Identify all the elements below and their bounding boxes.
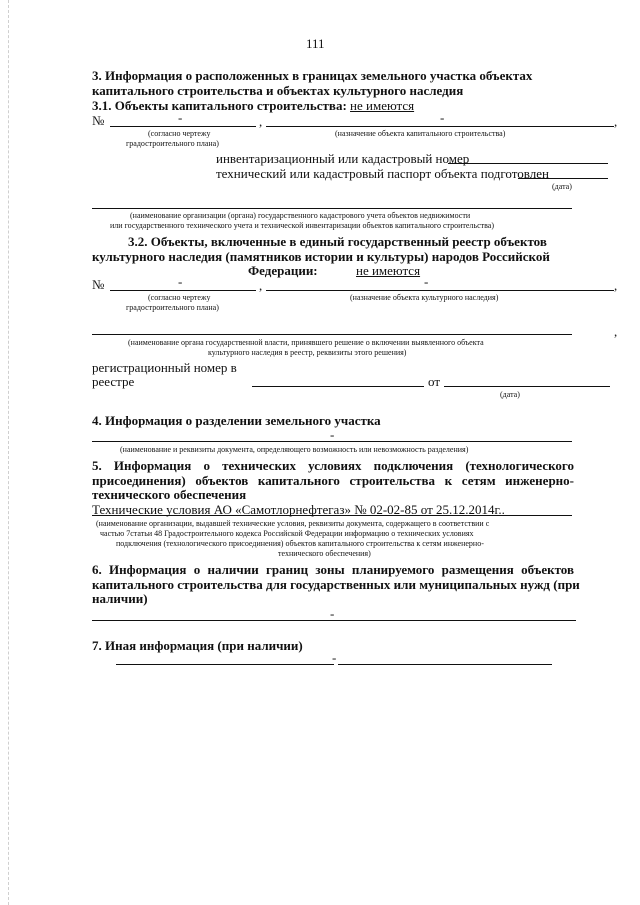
- section-5-title-line-2: присоединения) объектов капитального строительства к сетям инженерно-: [92, 473, 574, 488]
- section-3-2-title-line-1: 3.2. Объекты, включенные в единый государственный реестр объектов: [128, 234, 547, 249]
- passport-label: технический или кадастровый паспорт объекта подготовлен: [216, 166, 549, 181]
- section-3-title-line-1: 3. Информация о расположенных в границах земельного участка объектах: [92, 68, 533, 83]
- section-5-caption-line-2: частью 7статьи 48 Градостроительного кодекса Российской Федерации информацию о технических условиях: [100, 529, 474, 538]
- section-5-blank-line: [92, 515, 572, 516]
- section-3-2-title-line-3: Федерации:: [248, 263, 318, 278]
- section-3-1-title: 3.1. Объекты капитального строительства:: [92, 98, 347, 113]
- section-3-2-title-line-2: культурного наследия (памятников истории и культуры) народов Российской: [92, 249, 550, 264]
- number-sign: №: [92, 277, 105, 292]
- section-3-title-line-2: капитального строительства и объектах культурного наследия: [92, 83, 464, 98]
- caption-organization-line-2: или государственного технического учета и технической инвентаризации объектов капитального строительства): [110, 221, 495, 230]
- heritage-purpose-line: [266, 290, 614, 291]
- section-4-title: 4. Информация о разделении земельного участка: [92, 413, 381, 428]
- section-5-title-line-1: 5. Информация о технических условиях подключения (технологического: [92, 458, 574, 473]
- scan-edge-line: [8, 0, 9, 905]
- authority-blank-line: [92, 334, 572, 335]
- heritage-number-dash: -: [178, 274, 183, 289]
- caption-drawing-line-1: (согласно чертежу: [148, 129, 211, 138]
- caption-date: (дата): [552, 182, 572, 191]
- section-3-1-value: не имеются: [350, 98, 415, 113]
- purpose-dash: -: [440, 110, 445, 125]
- section-5-caption-line-1: (наименование организации, выдавшей технические условия, реквизиты документа, содержащего в соответствии с: [96, 519, 490, 528]
- caption-drawing-line-1: (согласно чертежу: [148, 293, 211, 302]
- registration-number-line: [252, 386, 424, 387]
- registration-label-line-1: регистрационный номер в: [92, 360, 237, 375]
- section-6-dash: -: [330, 606, 335, 621]
- passport-date-line: [518, 178, 608, 179]
- caption-authority-line-1: (наименование органа государственной власти, принявшего решение о включении выявленного объекта: [128, 338, 484, 347]
- caption-organization-line-1: (наименование организации (органа) государственного кадастрового учета объектов недвижимости: [130, 211, 471, 220]
- organization-blank-line: [92, 208, 572, 209]
- section-5-caption-line-3: подключения (технологического присоединения) объектов капитального строительства к сетям инженерно-: [116, 539, 484, 548]
- section-7-title: 7. Иная информация (при наличии): [92, 638, 303, 653]
- section-7-blank-line-right: [338, 664, 552, 665]
- inventory-number-line: [448, 163, 608, 164]
- comma: ,: [614, 114, 618, 129]
- caption-authority-line-2: культурного наследия в реестр, реквизиты этого решения): [208, 348, 407, 357]
- caption-purpose: (назначение объекта капитального строительства): [335, 129, 506, 138]
- section-7-dash: -: [332, 650, 337, 665]
- caption-heritage-purpose: (назначение объекта культурного наследия): [350, 293, 499, 302]
- comma: ,: [614, 324, 618, 339]
- section-4-blank-line: [92, 441, 572, 442]
- comma: ,: [259, 278, 263, 293]
- section-5-value: Технические условия АО «Самотлорнефтегаз» № 02-02-85 от 25.12.2014г..: [92, 502, 505, 517]
- number-dash: -: [178, 110, 183, 125]
- heritage-number-line: [110, 290, 256, 291]
- comma: ,: [614, 278, 618, 293]
- heritage-purpose-dash: -: [424, 274, 429, 289]
- number-blank-line: [110, 126, 256, 127]
- inventory-number-label: инвентаризационный или кадастровый номер: [216, 151, 470, 166]
- section-5-caption-line-4: технического обеспечения): [278, 549, 371, 558]
- number-sign: №: [92, 113, 105, 128]
- section-6-title-line-2: капитального строительства для государственных или муниципальных нужд (при: [92, 577, 580, 592]
- registration-date-line: [444, 386, 610, 387]
- caption-drawing-line-2: градостроительного плана): [126, 303, 219, 312]
- section-3-1-label: [92, 98, 414, 114]
- section-6-title-line-1: 6. Информация о наличии границ зоны планируемого размещения объектов: [92, 562, 574, 577]
- section-4-dash: -: [330, 427, 335, 442]
- section-4-caption: (наименование и реквизиты документа, определяющего возможность или невозможность разделения): [120, 445, 469, 454]
- registration-from-label: от: [428, 374, 441, 389]
- purpose-blank-line: [266, 126, 614, 127]
- section-7-blank-line-left: [116, 664, 334, 665]
- page-number: 111: [306, 36, 325, 51]
- section-6-title-line-3: наличии): [92, 591, 148, 606]
- registration-label-line-2: реестре: [92, 374, 135, 389]
- section-3-2-value: не имеются: [356, 263, 421, 278]
- section-6-blank-line: [92, 620, 576, 621]
- caption-date: (дата): [500, 390, 520, 399]
- comma: ,: [259, 114, 263, 129]
- section-5-title-line-3: технического обеспечения: [92, 487, 247, 502]
- caption-drawing-line-2: градостроительного плана): [126, 139, 219, 148]
